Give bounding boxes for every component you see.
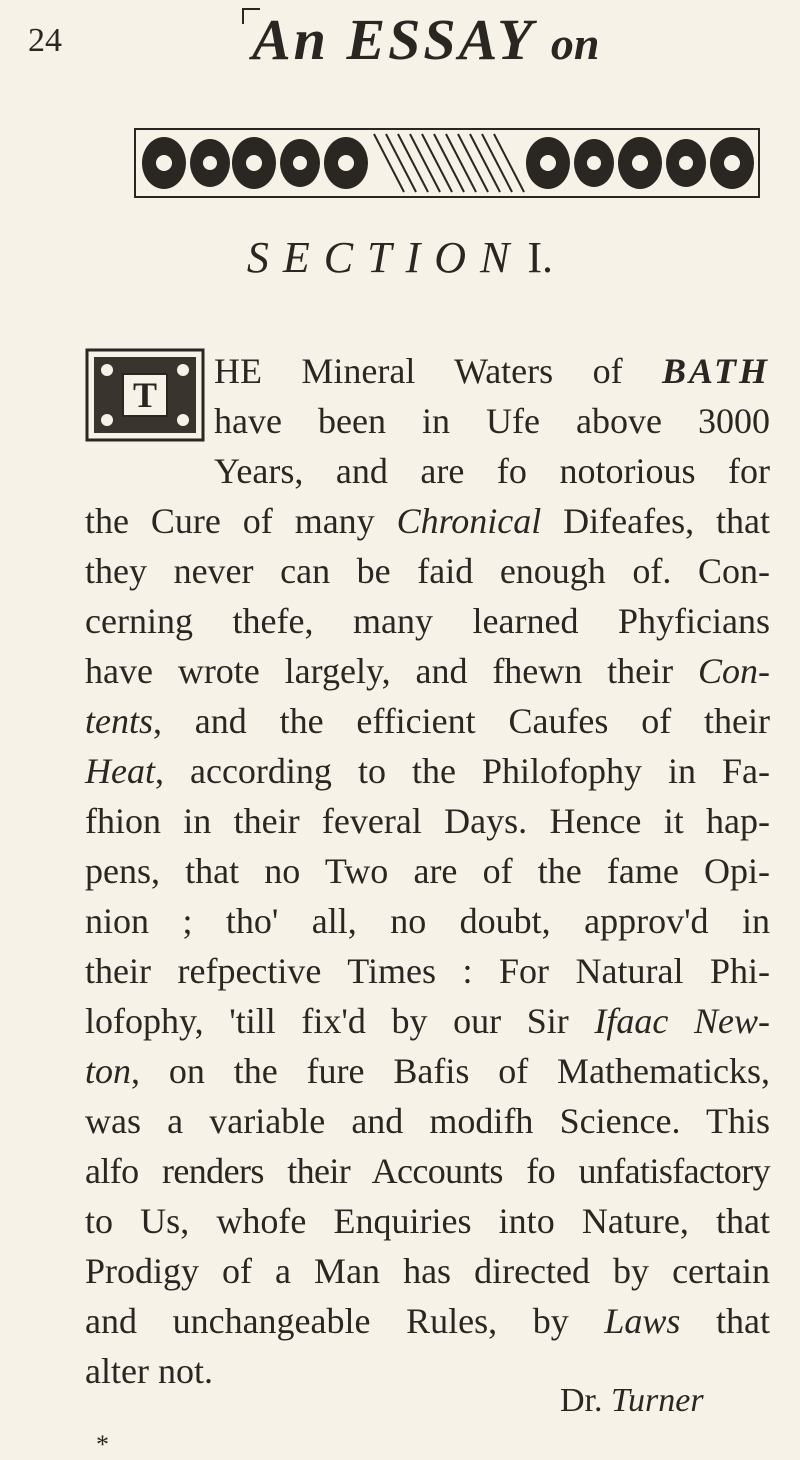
text-run: have wrote largely, and fhewn their (85, 651, 698, 691)
italic-term: Laws (604, 1301, 681, 1341)
text-line: to Us, whofe Enquiries into Nature, that (85, 1201, 770, 1241)
text-line (85, 746, 770, 796)
italic-term: tents (85, 701, 153, 741)
decorated-initial (85, 348, 205, 442)
text-line: pens, that no Two are of the fame Opi- (85, 851, 770, 891)
section-word: SECTION (246, 233, 524, 282)
text-line (85, 1296, 770, 1346)
italic-term: Chronical (396, 501, 542, 541)
catchmark: * (96, 1430, 109, 1459)
italic-term: Con- (698, 651, 770, 691)
text-line: Years, and are fo notorious for (214, 451, 770, 491)
text-line (85, 996, 770, 1046)
text-line (214, 346, 770, 396)
text-run: lofophy, 'till fix'd by our Sir (85, 1001, 595, 1041)
text-line: fhion in their feveral Days. Hence it hap- (85, 801, 770, 841)
running-head-prefix: An (252, 7, 329, 72)
text-line: was a variable and modifh Science. This (85, 1101, 770, 1141)
text-run: Prodigy of a Man has directed by certain (85, 1251, 770, 1291)
text-line (85, 1046, 770, 1096)
text-run: , on the fure Bafis of Mathematicks, (131, 1051, 770, 1091)
italic-name: ton (85, 1051, 132, 1091)
floral-ornament-band-icon (134, 128, 760, 198)
section-number: I. (527, 233, 554, 282)
text-run: the Cure of many (85, 501, 397, 541)
attribution (560, 1382, 704, 1420)
text-run: that (680, 1301, 771, 1341)
text-run: and unchangeable Rules, by (85, 1301, 605, 1341)
italic-term: Heat (85, 751, 155, 791)
text-line: their refpective Times : For Natural Phi- (85, 951, 770, 991)
attribution-name: Turner (611, 1382, 704, 1419)
text-run: , and the efficient Caufes of their (153, 701, 770, 741)
text-line (85, 696, 770, 746)
place-name: BATH (661, 351, 770, 391)
initial-letter: T (132, 375, 157, 415)
text-line: cerning thefe, many learned Phyficians (85, 601, 770, 641)
page-number: 24 (28, 22, 62, 59)
text-line: nion ; tho' all, no doubt, approv'd in (85, 901, 770, 941)
text-run: alter not. (85, 1351, 213, 1391)
text-line: have been in Ufe above 3000 (214, 401, 770, 441)
text-line: they never can be faid enough of. Con- (85, 551, 770, 591)
text-line (85, 646, 770, 696)
running-head-suffix: on (550, 18, 600, 69)
text-line (85, 1246, 770, 1296)
running-head-title: ESSAY (346, 7, 534, 72)
attribution-prefix: Dr. (560, 1382, 611, 1419)
running-head (252, 6, 600, 73)
text-line: alfo renders their Accounts fo unfatisfactory (85, 1151, 770, 1191)
text-run: Difeafes, that (541, 501, 770, 541)
text-run: , according to the Philofophy in Fa- (154, 751, 770, 791)
text-run: HE Mineral Waters of (214, 351, 662, 391)
text-line (85, 496, 770, 546)
section-heading (0, 232, 800, 283)
italic-name: Ifaac New- (594, 1001, 770, 1041)
